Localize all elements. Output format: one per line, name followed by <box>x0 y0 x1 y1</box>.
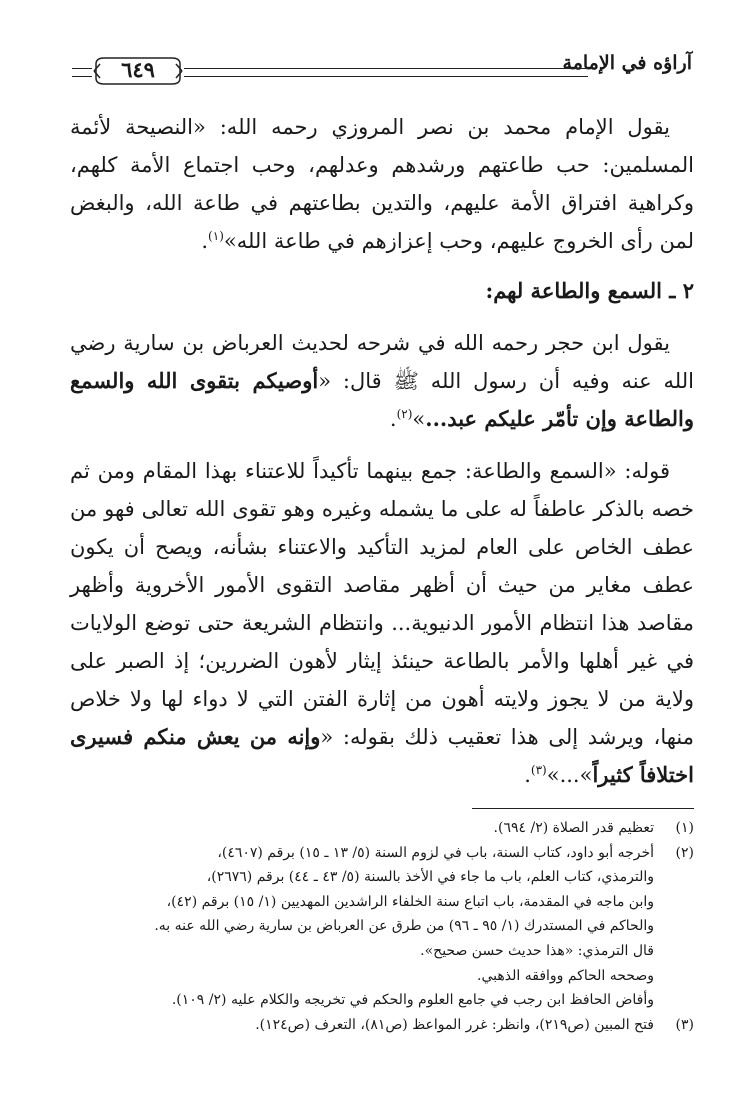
paragraph-1-end: . <box>201 229 209 253</box>
footnote-3 <box>70 1013 694 1038</box>
paragraph-1 <box>70 108 694 260</box>
footnote-ref-3: (٣) <box>530 763 547 777</box>
footnote-line: فتح المبين (ص٢١٩)، وانظر: غرر المواعظ (ص٨١)، التعرف (ص١٢٤). <box>255 1016 654 1033</box>
page-header <box>72 46 692 98</box>
footnote-line: وأفاض الحافظ ابن رجب في جامع العلوم والحكم في تخريجه والكلام عليه (٢/ ١٠٩). <box>171 992 654 1009</box>
quote-close: » <box>412 407 426 431</box>
footnote-ref-1: (١) <box>208 229 224 243</box>
header-rule-left <box>72 68 92 77</box>
footnote-line: وابن ماجه في المقدمة، باب اتباع سنة الخلفاء الراشدين المهديين (١/ ١٥) برقم (٤٢)، <box>166 893 654 910</box>
hadith-quote-1: أوصيكم بتقوى الله والسمع والطاعة وإن تأمّر عليكم عبد... <box>70 368 694 431</box>
footnote-line: أخرجه أبو داود، كتاب السنة، باب في لزوم السنة (٥/ ١٣ ـ ١٥) برقم (٤٦٠٧)، <box>217 844 654 861</box>
main-text <box>70 108 694 794</box>
page-number: ٦٤٩ <box>121 57 155 82</box>
paragraph-2-end: . <box>389 407 397 431</box>
footnote-number: (١) <box>675 820 694 836</box>
footnote-line: والحاكم في المستدرك (١/ ٩٥ ـ ٩٦) من طرق عن العرباض بن سارية رضي الله عنه به. <box>154 918 654 935</box>
footnote-ref-2: (٢) <box>396 407 413 421</box>
paragraph-2 <box>70 324 694 438</box>
paragraph-3-text: قوله: «السمع والطاعة: جمع بينهما تأكيداً للاعتناء بهذا المقام ومن ثم خصه بالذكر عاطفاً له على ما يشمله وغيره وهو تقوى الله تعالى فهو من عطف الخاص على العام لمزيد التأكيد والاعتناء بشأنه، ويصح أن يكون عطف مغاير من حيث أن أظهر مقاصد التقوى الأمور الأخروية وأظهر مقاصد هذا انتظام الأمور الدنيوية... وانتظام الشريعة حتى توضع الولايات في غير أهلها والأمر بالطاعة حينئذ إيثار لأهون الضررين؛ إذ الصبر على ولاية من لا يجوز ولايته أهون من إثارة الفتن التي لا دواء لها ولا خلاص منها، ويرشد إلى هذا تعقيب ذلك بقوله: « <box>70 459 694 749</box>
paragraph-3 <box>70 452 694 794</box>
footnote-line: والترمذي، كتاب العلم، باب ما جاء في الأخذ بالسنة (٥/ ٤٣ ـ ٤٤) برقم (٢٦٧٦)، <box>206 869 654 886</box>
header-rule <box>184 68 588 77</box>
footnote-line: تعظيم قدر الصلاة (٢/ ٦٩٤). <box>493 820 654 836</box>
footnote-1 <box>70 816 694 841</box>
section-heading: ٢ ـ السمع والطاعة لهم: <box>485 278 694 303</box>
paragraph-2-text: يقول ابن حجر رحمه الله في شرحه لحديث العرباض بن سارية رضي الله عنه وفيه أن رسول الله ﷺ قال: « <box>70 331 694 393</box>
footnote-separator <box>472 808 694 809</box>
footnote-line: وصححه الحاكم ووافقه الذهبي. <box>477 967 654 984</box>
paragraph-3-end: . <box>524 763 531 787</box>
hadith-quote-2: وإنه من يعش منكم فسيرى اختلافاً كثيراً <box>70 724 694 787</box>
page-number-badge <box>92 54 184 88</box>
footnotes <box>70 816 694 1037</box>
footnote-line: قال الترمذي: «هذا حديث حسن صحيح». <box>420 942 654 959</box>
footnote-number: (٢) <box>675 844 694 861</box>
running-title: آراؤه في الإمامة <box>562 52 692 74</box>
paragraph-1-text: يقول الإمام محمد بن نصر المروزي رحمه الله: «النصيحة لأئمة المسلمين: حب طاعتهم ورشدهم وعدلهم، وحب اجتماع الأمة كلهم، وكراهية افتراق الأمة عليهم، والتدين بطاعتهم في طاعة الله، والبغض لمن رأى الخروج عليهم، وحب إعزازهم في طاعة الله» <box>70 115 694 253</box>
footnote-number: (٣) <box>675 1016 694 1033</box>
quote-close-2: »...» <box>546 763 593 787</box>
footnote-2 <box>70 841 694 1013</box>
